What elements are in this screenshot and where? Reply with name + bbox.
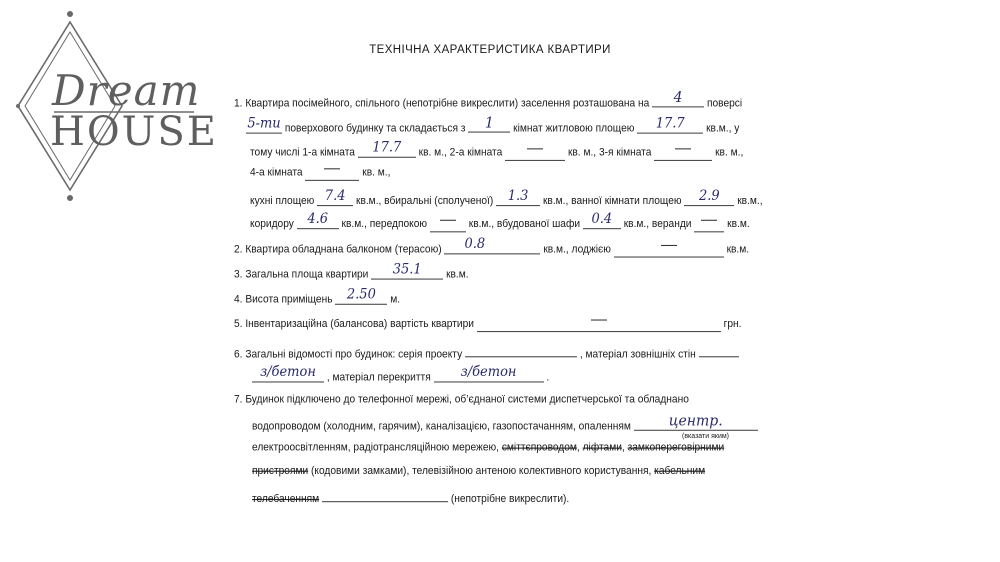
heating-value: центр.: [668, 412, 723, 430]
item-1-line-2: 5-ти поверхового будинку та складається з 1 кімнат житловою площею 17.7 кв.м., у: [247, 114, 740, 135]
rooms-value: 1: [484, 114, 494, 132]
logo-house-text: HOUSE: [50, 109, 218, 155]
item-2-line: 2. Квартира обладнана балконом (терасою) 0.8 кв.м., лоджією кв.м.: [234, 242, 749, 258]
item-3-line: 3. Загальна площа квартири 35.1 кв.м.: [234, 261, 469, 281]
item-1-line-4: 4-а кімната кв. м.,: [250, 168, 390, 181]
kitchen-value: 7.4: [324, 188, 346, 204]
item-1-line-6: коридору 4.6 кв.м., передпокою кв.м., вбудованої шафи 0.4 кв.м., веранди кв.м.: [250, 217, 750, 233]
walls-material-value: з/бетон: [260, 364, 316, 381]
item-7-line-1: 7. Будинок підключено до телефонної мережі, об’єднаної системи диспетчерської та обладнано: [234, 394, 689, 406]
corridor-value: 4.6: [307, 211, 329, 228]
floor-value: 4: [673, 89, 683, 107]
room1-value: 17.7: [372, 139, 402, 156]
item-6-line-1: 6. Загальні відомості про будинок: серія проекту , матеріал зовнішніх стін: [234, 345, 739, 361]
item-7-line-3: електроосвітленням, радіотрансляційною мережею, сміттєпроводом, ліфтами, замкопереговірними: [252, 442, 725, 454]
wardrobe-value: 0.4: [591, 211, 613, 228]
technical-characteristics-document: [230, 36, 790, 561]
item-7-line-4: пристроями (кодовими замками), телевізійною антеною колективного користування, кабельним: [252, 465, 706, 477]
item-4-line: 4. Висота приміщень 2.50 м.: [234, 286, 401, 306]
item-1-line-3: тому числі 1-а кімната 17.7 кв. м., 2-а кімната кв. м., 3-я кімната кв. м.,: [250, 145, 743, 161]
living-area-value: 17.7: [655, 115, 685, 132]
item-7-line-2: водопроводом (холодним, гарячим), каналізацією, газопостачанням, опаленням центр.: [252, 418, 758, 433]
heating-hint: (вказати яким): [682, 432, 729, 441]
storeys-value: 5-ти: [247, 115, 281, 132]
document-title: ТЕХНІЧНА ХАРАКТЕРИСТИКА КВАРТИРИ: [369, 43, 611, 56]
total-area-value: 35.1: [392, 261, 422, 278]
item-5-line: 5. Інвентаризаційна (балансова) вартість квартири грн.: [234, 320, 742, 333]
ceiling-height-value: 2.50: [346, 286, 376, 303]
item-1-line-1: 1. Квартира посімейного, спільного (непотрібне викреслити) заселення розташована на 4 поверсі: [234, 89, 743, 110]
logo-dream-text: Dream: [52, 66, 201, 115]
bath-value: 2.9: [699, 188, 720, 204]
item-6-line-2: з/бетон , матеріал перекриття з/бетон .: [252, 370, 549, 384]
toilet-value: 1.3: [507, 188, 529, 204]
balcony-value: 0.8: [464, 236, 486, 253]
item-7-line-5: телебаченням (непотрібне викреслити).: [252, 490, 569, 506]
dream-house-logo: [14, 8, 218, 204]
floors-material-value: з/бетон: [460, 364, 517, 381]
item-1-line-5: кухні площею 7.4 кв.м., вбиральні (сполученої) 1.3 кв.м., ванної кімнати площею 2.9 кв.м.,: [250, 188, 763, 208]
